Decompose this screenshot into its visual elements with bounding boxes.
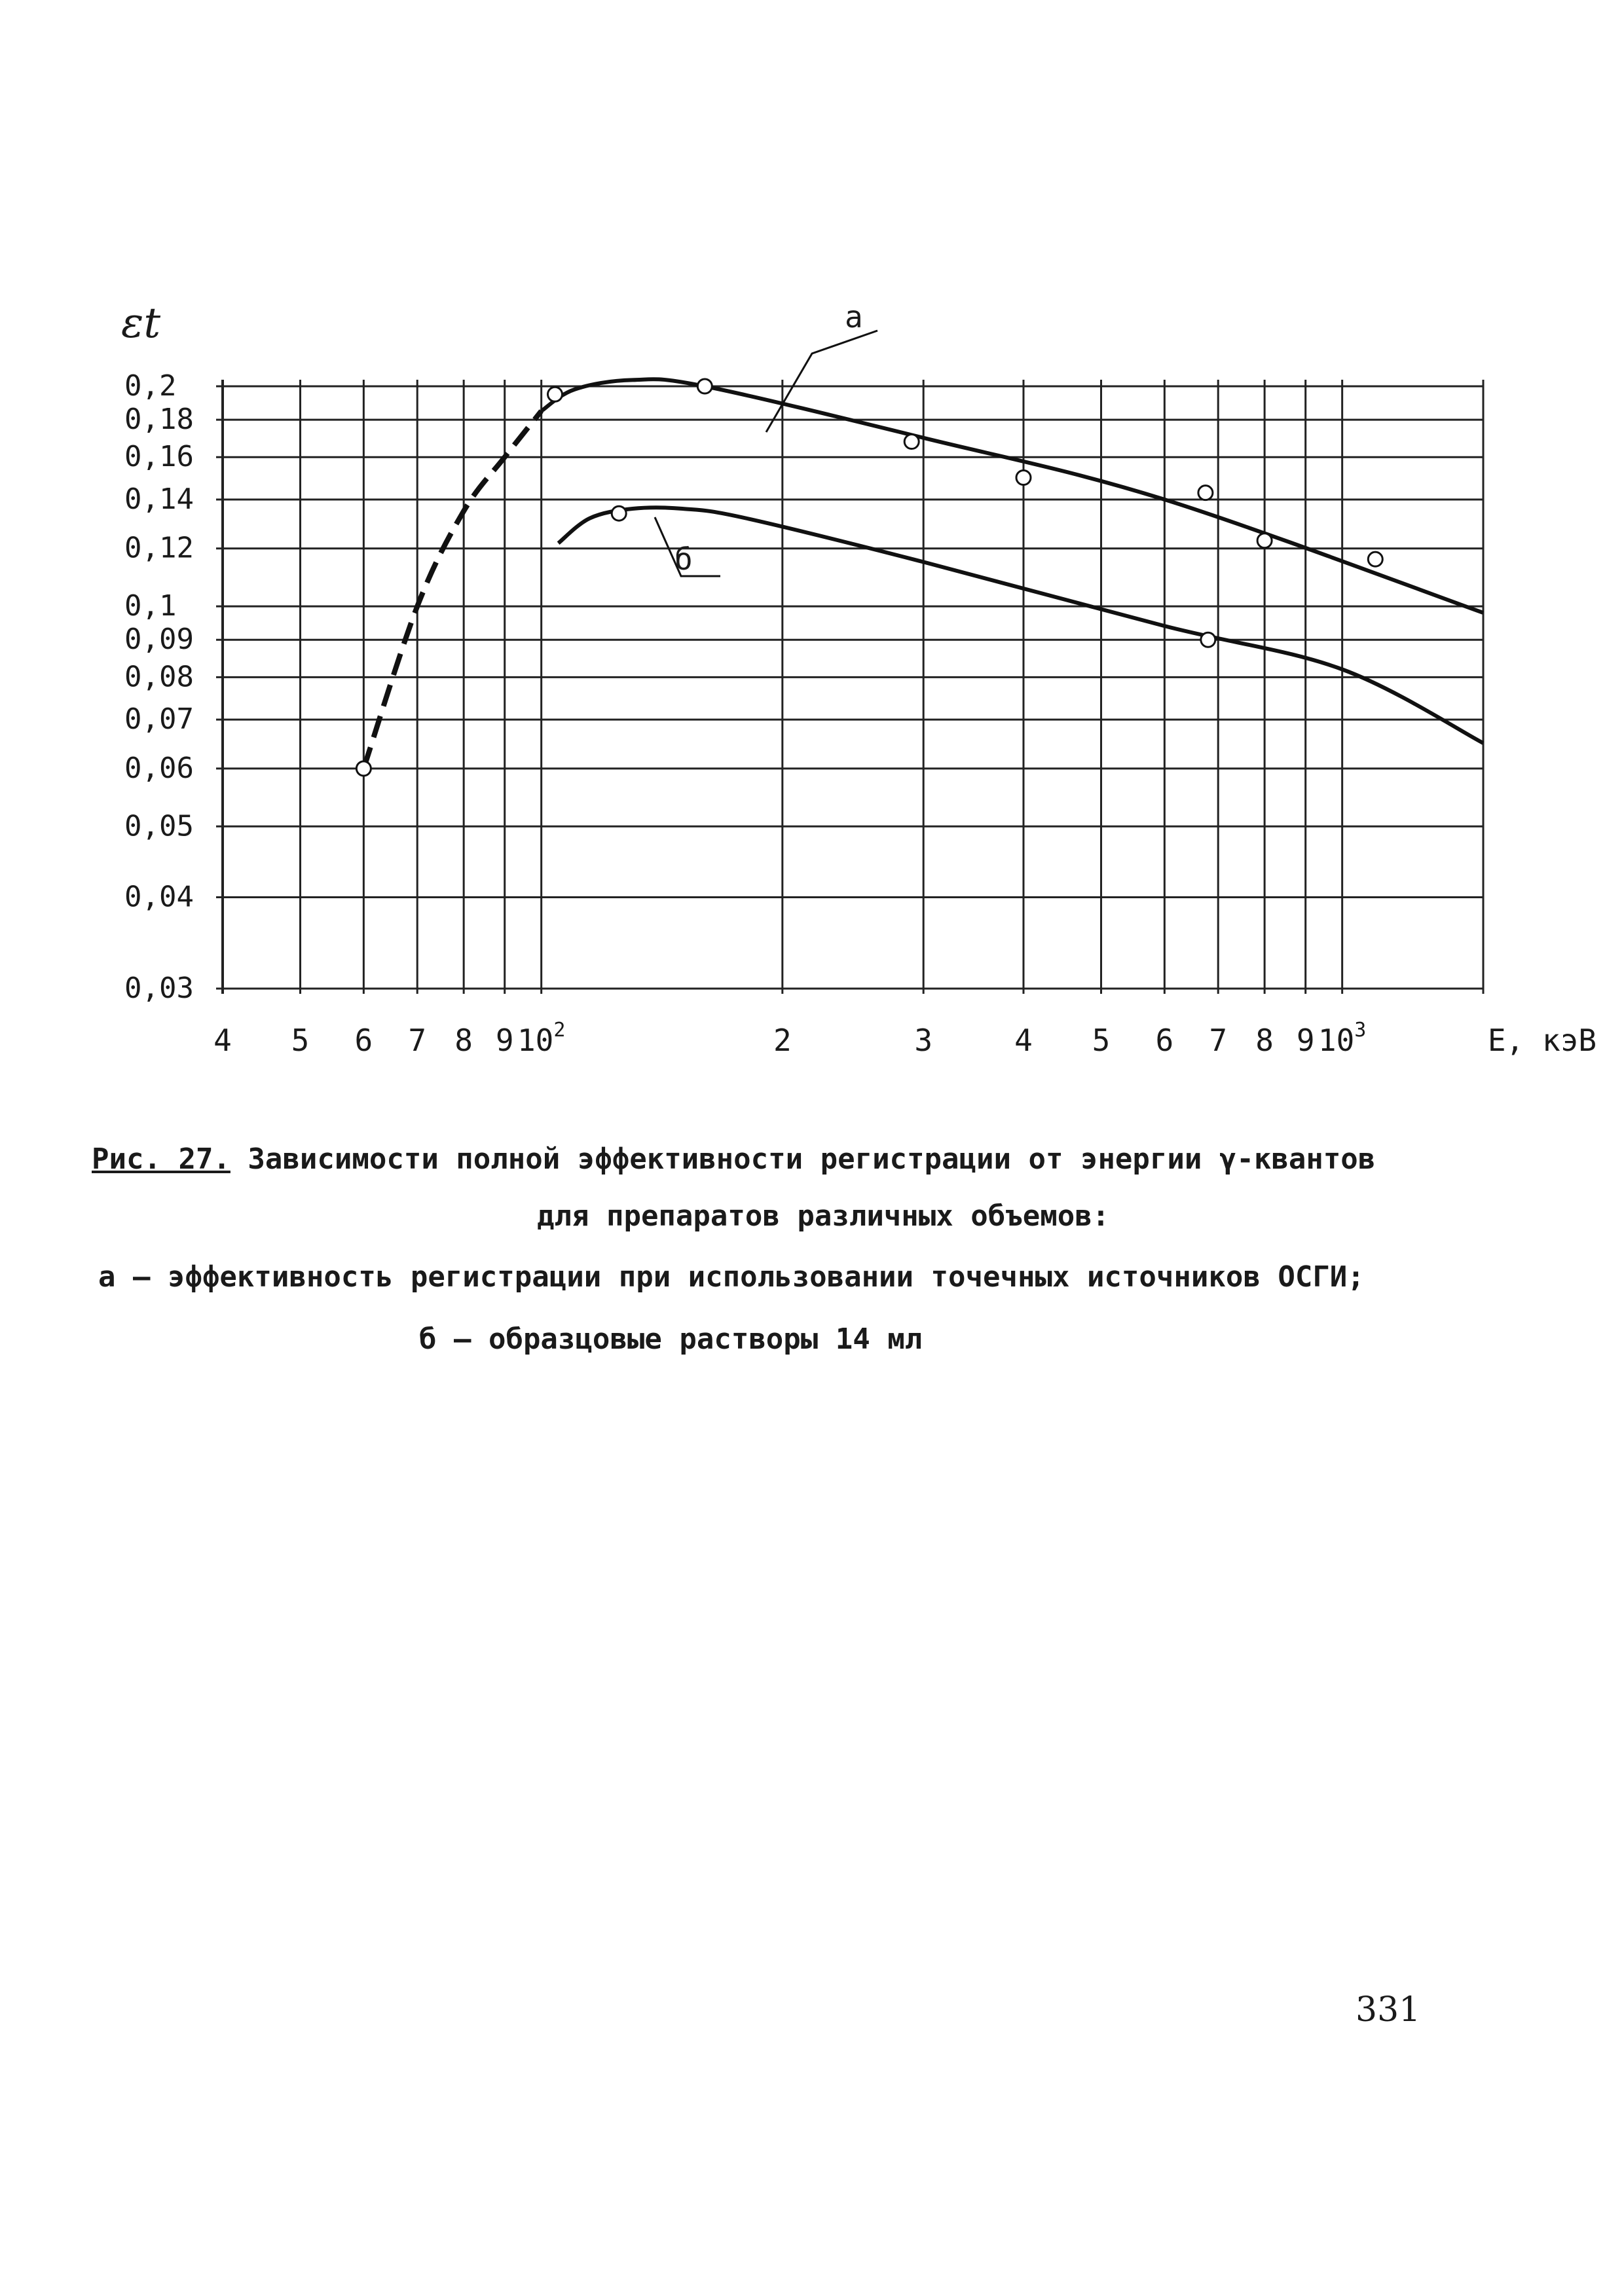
- x-tick-label: 2: [773, 1023, 792, 1058]
- y-tick-label: 0,04: [124, 880, 194, 914]
- y-tick-label: 0,12: [124, 531, 194, 565]
- caption-line-2: для препаратов различных объемов:: [537, 1199, 1110, 1233]
- y-tick-labels: [121, 299, 194, 1005]
- caption-title: Зависимости полной эффективности регистрации от энергии γ-квантов: [248, 1142, 1376, 1176]
- y-tick-label: 0,05: [124, 809, 194, 843]
- y-tick-label: 0,2: [124, 369, 177, 403]
- chart-points: [356, 379, 1382, 776]
- x-tick-label: 9: [495, 1023, 514, 1058]
- series-b-label: б: [674, 541, 693, 577]
- y-tick-label: 0,14: [124, 482, 194, 516]
- x-tick-label: 9: [1296, 1023, 1315, 1058]
- series-0-point: [1257, 534, 1272, 548]
- series-1-point: [1201, 632, 1215, 647]
- y-tick-label: 0,16: [124, 440, 194, 474]
- y-tick-label: 0,07: [124, 702, 194, 737]
- x-tick-label: 4: [213, 1023, 232, 1058]
- series-0-point: [697, 379, 712, 393]
- x-axis-label: E, кэВ: [1487, 1023, 1597, 1058]
- x-tick-label: 8: [1255, 1023, 1274, 1058]
- series-0-point: [1368, 552, 1382, 566]
- x-tick-label: $10^2$: [517, 1019, 566, 1058]
- y-tick-label: 0,1: [124, 589, 177, 623]
- series-0-point: [548, 387, 563, 401]
- caption-line-1: [92, 1142, 1375, 1176]
- y-tick-label: 0,06: [124, 751, 194, 785]
- x-tick-label: $10^3$: [1318, 1019, 1367, 1058]
- y-tick-label: 0,08: [124, 660, 194, 694]
- x-tick-exponent: 3: [1354, 1019, 1367, 1042]
- x-tick-exponent: 2: [553, 1019, 566, 1042]
- y-tick-label: 0,09: [124, 623, 194, 657]
- series-0-point: [904, 435, 919, 449]
- x-tick-label: 7: [408, 1023, 427, 1058]
- series-0-point: [1016, 471, 1031, 485]
- series-1-line: [559, 507, 1483, 743]
- series-0-point: [356, 761, 371, 776]
- x-tick-label: 4: [1014, 1023, 1033, 1058]
- chart-grid: [216, 380, 1483, 994]
- figure-label: Рис. 27.: [92, 1142, 231, 1176]
- x-tick-label: 5: [1092, 1023, 1111, 1058]
- chart-annotations: [655, 299, 877, 577]
- caption-line-3: а – эффективность регистрации при использовании точечных источников ОСГИ;: [98, 1260, 1365, 1294]
- series-0-dashed-line: [363, 411, 541, 769]
- series-1-point: [612, 506, 626, 520]
- x-tick-label: 3: [914, 1023, 933, 1058]
- series-a-label: а: [845, 299, 863, 335]
- caption-line-4: б – образцовые растворы 14 мл: [419, 1322, 923, 1356]
- series-0-point: [1198, 486, 1213, 500]
- x-tick-label: 8: [454, 1023, 473, 1058]
- y-axis-label: εt: [121, 299, 161, 348]
- y-tick-label: 0,18: [124, 403, 194, 437]
- x-tick-label: 6: [354, 1023, 373, 1058]
- x-tick-label: 6: [1155, 1023, 1174, 1058]
- page-number: 331: [1356, 1990, 1421, 2030]
- y-tick-label: 0,03: [124, 972, 194, 1005]
- x-tick-label: 5: [291, 1023, 310, 1058]
- x-tick-label: 7: [1209, 1023, 1228, 1058]
- x-tick-labels: [213, 1019, 1596, 1058]
